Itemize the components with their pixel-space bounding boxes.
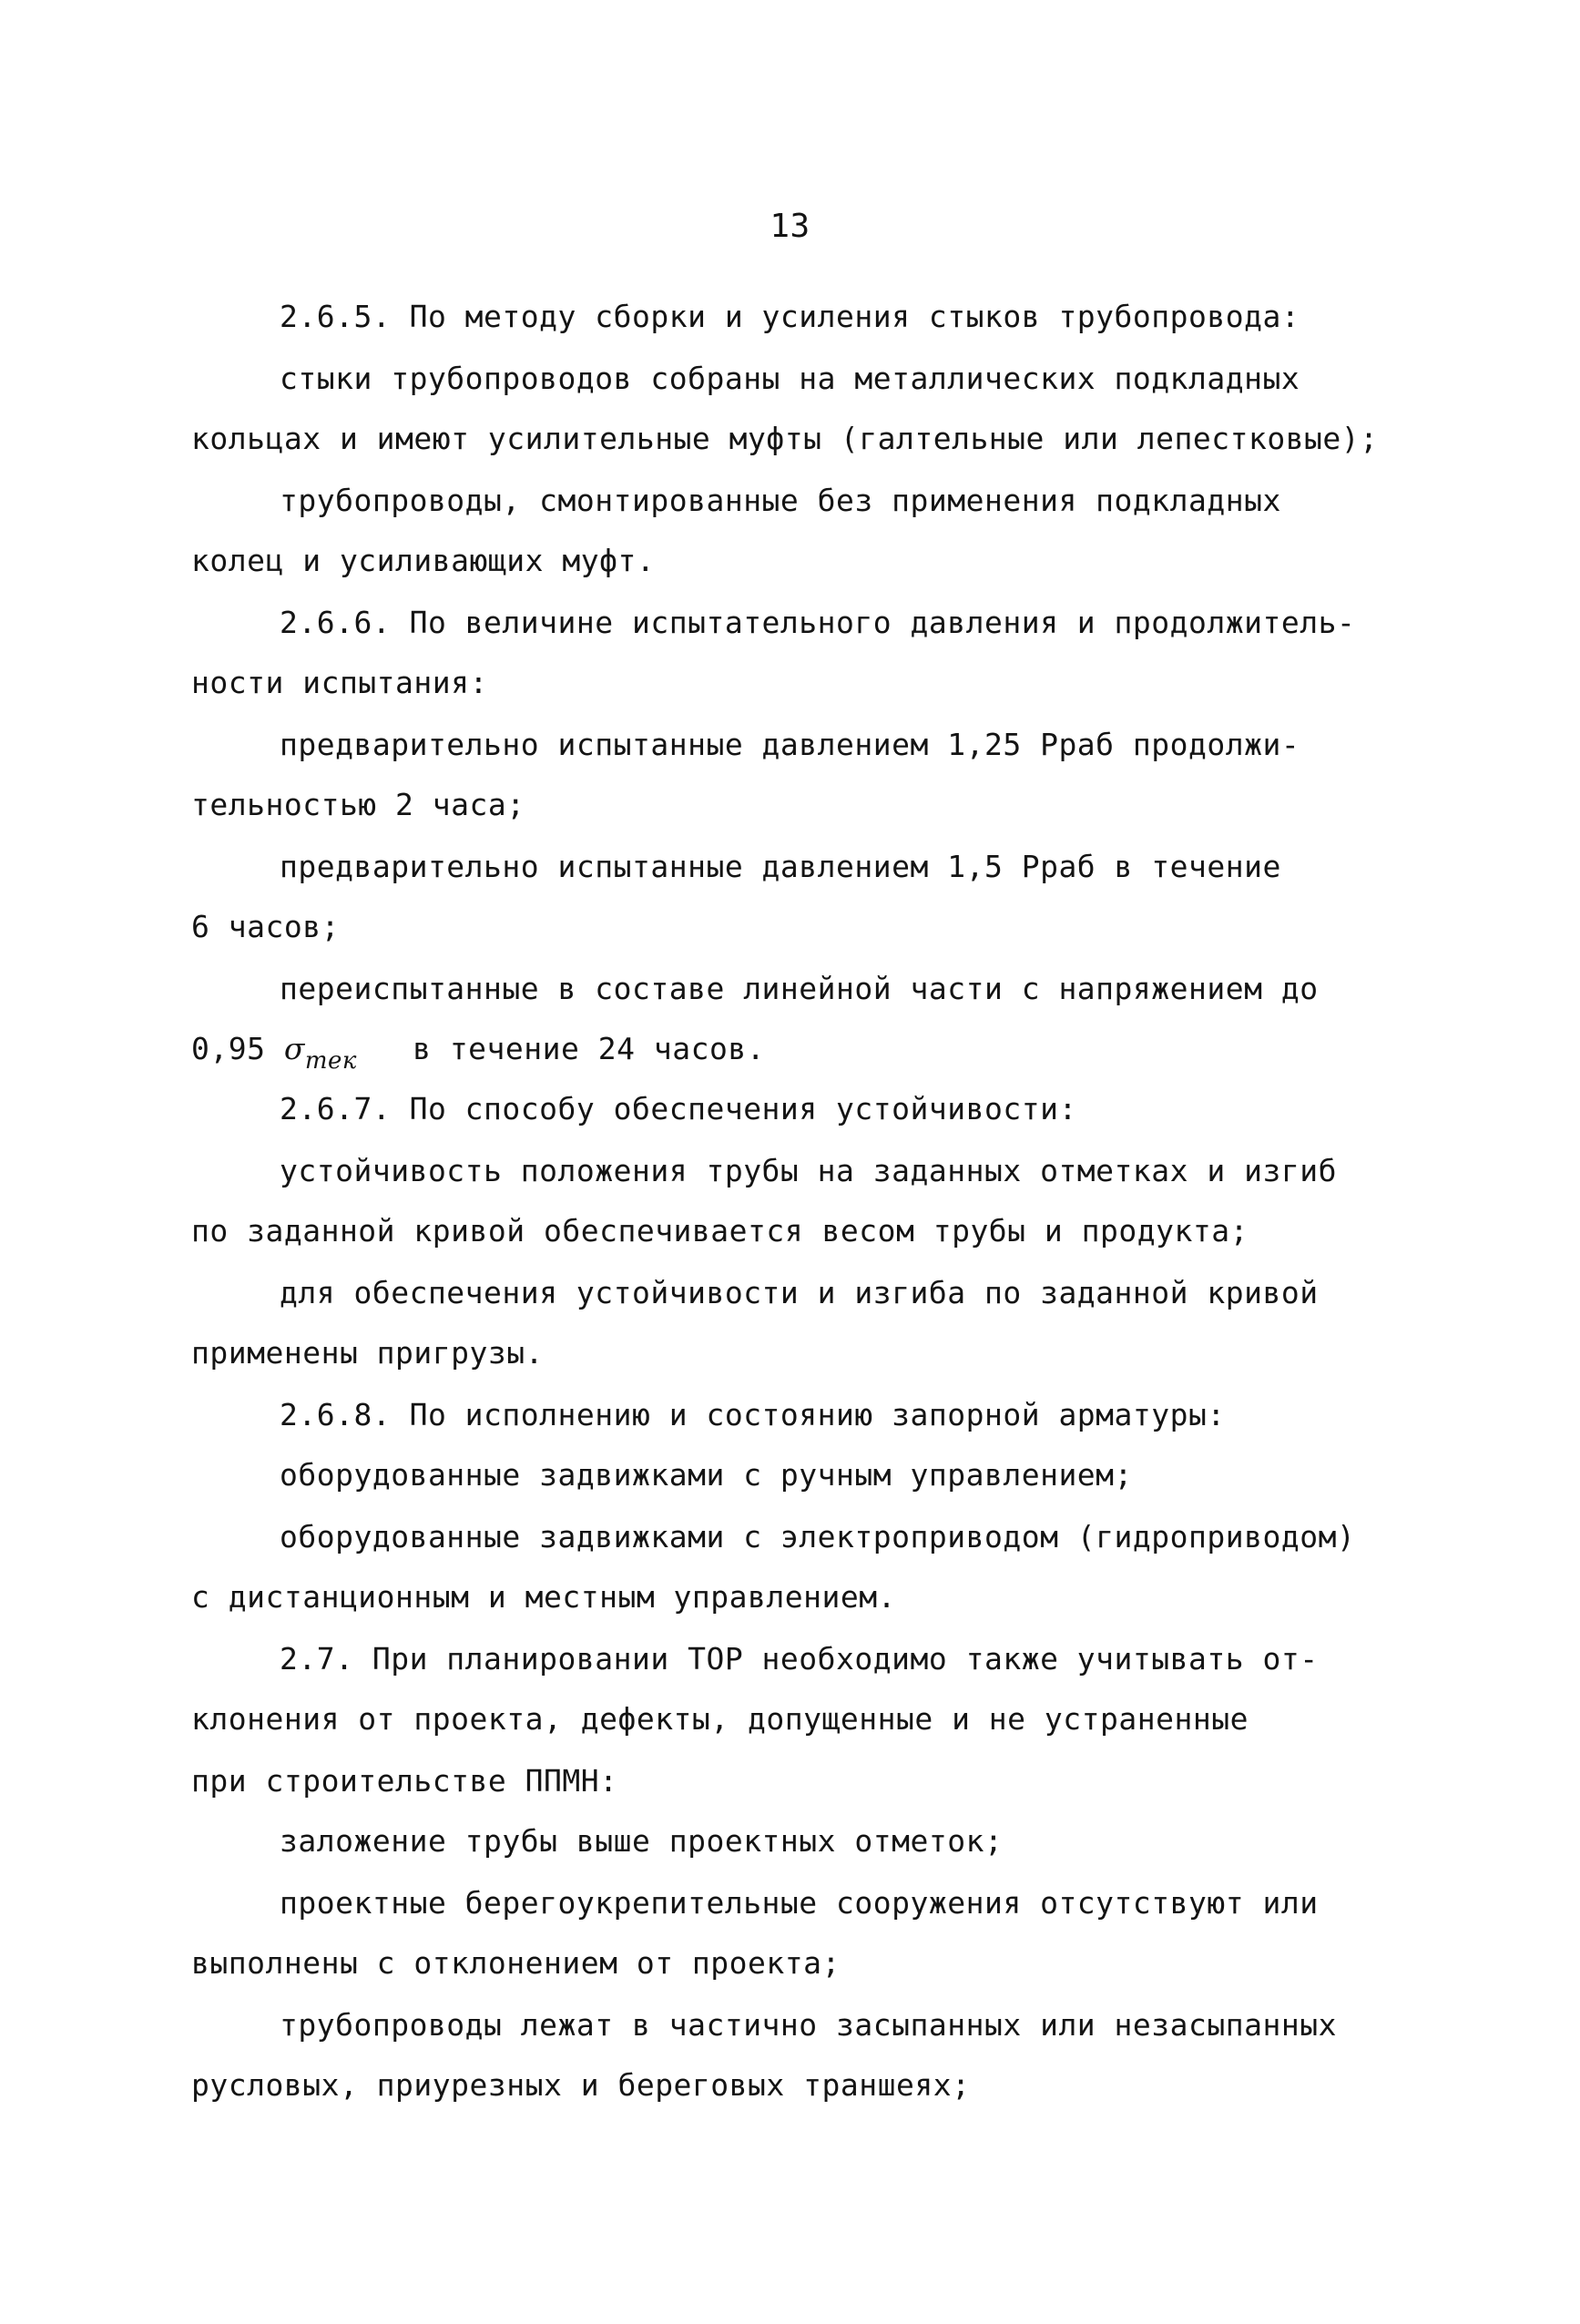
text-line: переиспытанные в составе линейной части с напряжением до [280,971,1319,1006]
text-line: применены пригрузы. [191,1335,544,1371]
text-line: выполнены с отклонением от проекта; [191,1945,841,1981]
sigma-symbol: σ [283,1031,305,1066]
text-line: оборудованные задвижками с электроприводом (гидроприводом) [280,1519,1356,1554]
sigma-subscript: тек [304,1047,357,1075]
text-line: колец и усиливающих муфт. [191,543,656,578]
text-fragment: в течение 24 часов. [413,1031,766,1066]
text-line: 2.6.5. По методу сборки и усиления стыков трубопровода: [280,299,1300,334]
text-line: стыки трубопроводов собраны на металлических подкладных [280,361,1300,396]
text-line: трубопроводы лежат в частично засыпанных или незасыпанных [280,2007,1337,2043]
text-line: русловых, приурезных и береговых траншеях; [191,2067,971,2103]
text-line: по заданной кривой обеспечивается весом трубы и продукта; [191,1213,1249,1249]
text-line: для обеспечения устойчивости и изгиба по заданной кривой [280,1275,1319,1310]
text-line: 2.6.7. По способу обеспечения устойчивости: [280,1091,1077,1126]
text-line: предварительно испытанные давлением 1,5 Рраб в течение [280,849,1281,884]
text-line: 2.6.8. По исполнению и состоянию запорной арматуры: [280,1397,1226,1432]
text-line: проектные берегоукрепительные сооружения отсутствуют или [280,1885,1319,1921]
text-line: клонения от проекта, дефекты, допущенные и не устраненные [191,1701,1249,1737]
text-line: заложение трубы выше проектных отметок; [280,1823,1004,1859]
text-line: 2.7. При планировании ТОР необходимо также учитывать от- [280,1641,1319,1677]
text-line: устойчивость положения трубы на заданных отметках и изгиб [280,1153,1337,1188]
coefficient: 0,95 [191,1031,266,1066]
text-line: кольцах и имеют усилительные муфты (галтельные или лепестковые); [191,421,1379,456]
text-line: трубопроводы, смонтированные без применения подкладных [280,483,1281,518]
text-line: предварительно испытанные давлением 1,25 Рраб продолжи- [280,727,1300,762]
formula-line [191,1031,766,1075]
text-line: с дистанционным и местным управлением. [191,1579,896,1615]
page-number: 13 [770,208,810,245]
text-line: тельностью 2 часа; [191,787,525,822]
text-line: оборудованные задвижками с ручным управлением; [280,1457,1133,1493]
text-line: при строительстве ППМН: [191,1763,618,1799]
text-line: 2.6.6. По величине испытательного давления и продолжитель- [280,605,1356,640]
text-line: 6 часов; [191,909,340,944]
text-line: ности испытания: [191,665,488,700]
